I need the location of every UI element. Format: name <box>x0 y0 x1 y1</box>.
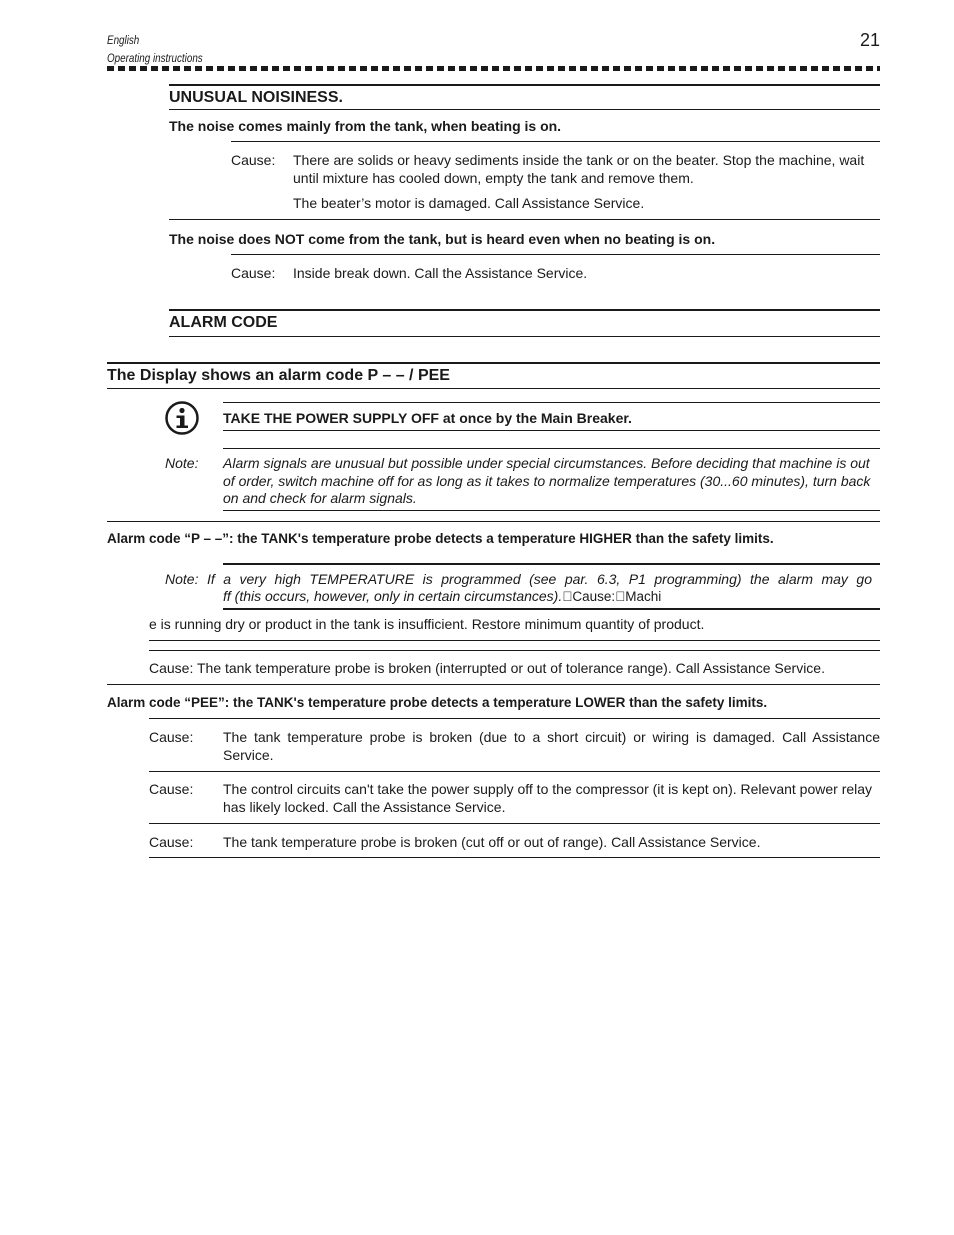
rule <box>223 608 880 610</box>
warning-text: TAKE THE POWER SUPPLY OFF at once by the Main Breaker. <box>223 410 632 426</box>
note-text: Alarm signals are unusual but possible under special circumstances. Before deciding that machine is out of order, switch machine off for as long as it takes to normalize temperatures (30...60 minutes), turn back on and check for alarm signals. <box>223 455 871 506</box>
case1-cause-text: There are solids or heavy sediments inside the tank or on the beater. Stop the machine, wait until mixture has cooled down, empty the tank and remove them. <box>293 152 865 186</box>
rule <box>149 640 880 641</box>
rule <box>149 771 880 772</box>
case1-heading: The noise comes mainly from the tank, when beating is on. <box>169 118 562 134</box>
doc-type-label: Operating instructions <box>107 51 203 65</box>
alarm-p-note-line2 <box>223 588 661 606</box>
cause-label: Cause: <box>149 834 194 850</box>
rule <box>107 362 880 364</box>
header-dotted-rule <box>107 66 880 71</box>
rule <box>223 563 880 565</box>
rule <box>223 448 880 449</box>
page-number: 21 <box>859 30 880 50</box>
rule <box>231 254 880 255</box>
note-label: Note: <box>165 455 199 471</box>
cause-label: Cause: <box>149 729 194 745</box>
language-label: English <box>107 33 140 47</box>
section-title-unusual-noisiness: UNUSUAL NOISINESS. <box>169 89 343 106</box>
alarm-p-note-line1: Note: If a very high TEMPERATURE is programmed (see par. 6.3, P1 programming) the alarm may go <box>165 571 872 587</box>
alarm-pee-cause-3: The tank temperature probe is broken (cut off or out of range). Call Assistance Service. <box>223 834 761 850</box>
rule <box>107 388 880 389</box>
rule <box>223 402 880 403</box>
info-icon <box>164 400 200 436</box>
case2-heading: The noise does NOT come from the tank, but is heard even when no beating is on. <box>169 231 716 247</box>
case1-cause-text-2: The beater’s motor is damaged. Call Assistance Service. <box>293 195 645 211</box>
alarm-p-note-line2-text: ff (this occurs, however, only in certain circumstances). <box>223 588 563 604</box>
rule <box>169 309 880 311</box>
alarm-pee-heading: Alarm code “PEE”: the TANK's temperature probe detects a temperature LOWER than the safety limits. <box>107 695 768 710</box>
rule <box>149 823 880 824</box>
rule <box>107 521 880 522</box>
cause-label: Cause: <box>231 152 276 168</box>
rule <box>169 336 880 337</box>
rule <box>169 84 880 86</box>
rule <box>149 857 880 858</box>
rule <box>223 430 880 431</box>
alarm-p-cause-2: Cause: The tank temperature probe is broken (interrupted or out of tolerance range). Call Assistance Service. <box>149 660 825 676</box>
case2-cause-text: Inside break down. Call the Assistance Service. <box>293 265 588 281</box>
rule <box>169 109 880 110</box>
alarm-pee-cause-2: The control circuits can't take the power supply off to the compressor (it is kept on). Relevant power relay has likely locked. Call the Assistance Service. <box>223 781 873 815</box>
rule <box>149 650 880 651</box>
section-title-alarm-code: ALARM CODE <box>169 314 278 331</box>
header-language <box>107 31 203 67</box>
rule <box>149 718 880 719</box>
rule <box>107 684 880 685</box>
rule <box>169 219 880 220</box>
alarm-display-subtitle: The Display shows an alarm code P – – / PEE <box>107 367 450 384</box>
rule <box>223 510 880 511</box>
cause-label: Cause: <box>231 265 276 281</box>
alarm-p-heading: Alarm code “P – –”: the TANK's temperature probe detects a temperature HIGHER than the safety limits. <box>107 531 774 546</box>
alarm-p-cause-line: e is running dry or product in the tank is insufficient. Restore minimum quantity of product. <box>149 616 705 632</box>
rule <box>231 141 880 142</box>
cause-label: Cause: <box>149 781 194 797</box>
alarm-pee-cause-1: The tank temperature probe is broken (due to a short circuit) or wiring is damaged. Call Assistance Service. <box>223 729 880 763</box>
alarm-p-note-tail:  Cause: Machi <box>562 589 662 604</box>
